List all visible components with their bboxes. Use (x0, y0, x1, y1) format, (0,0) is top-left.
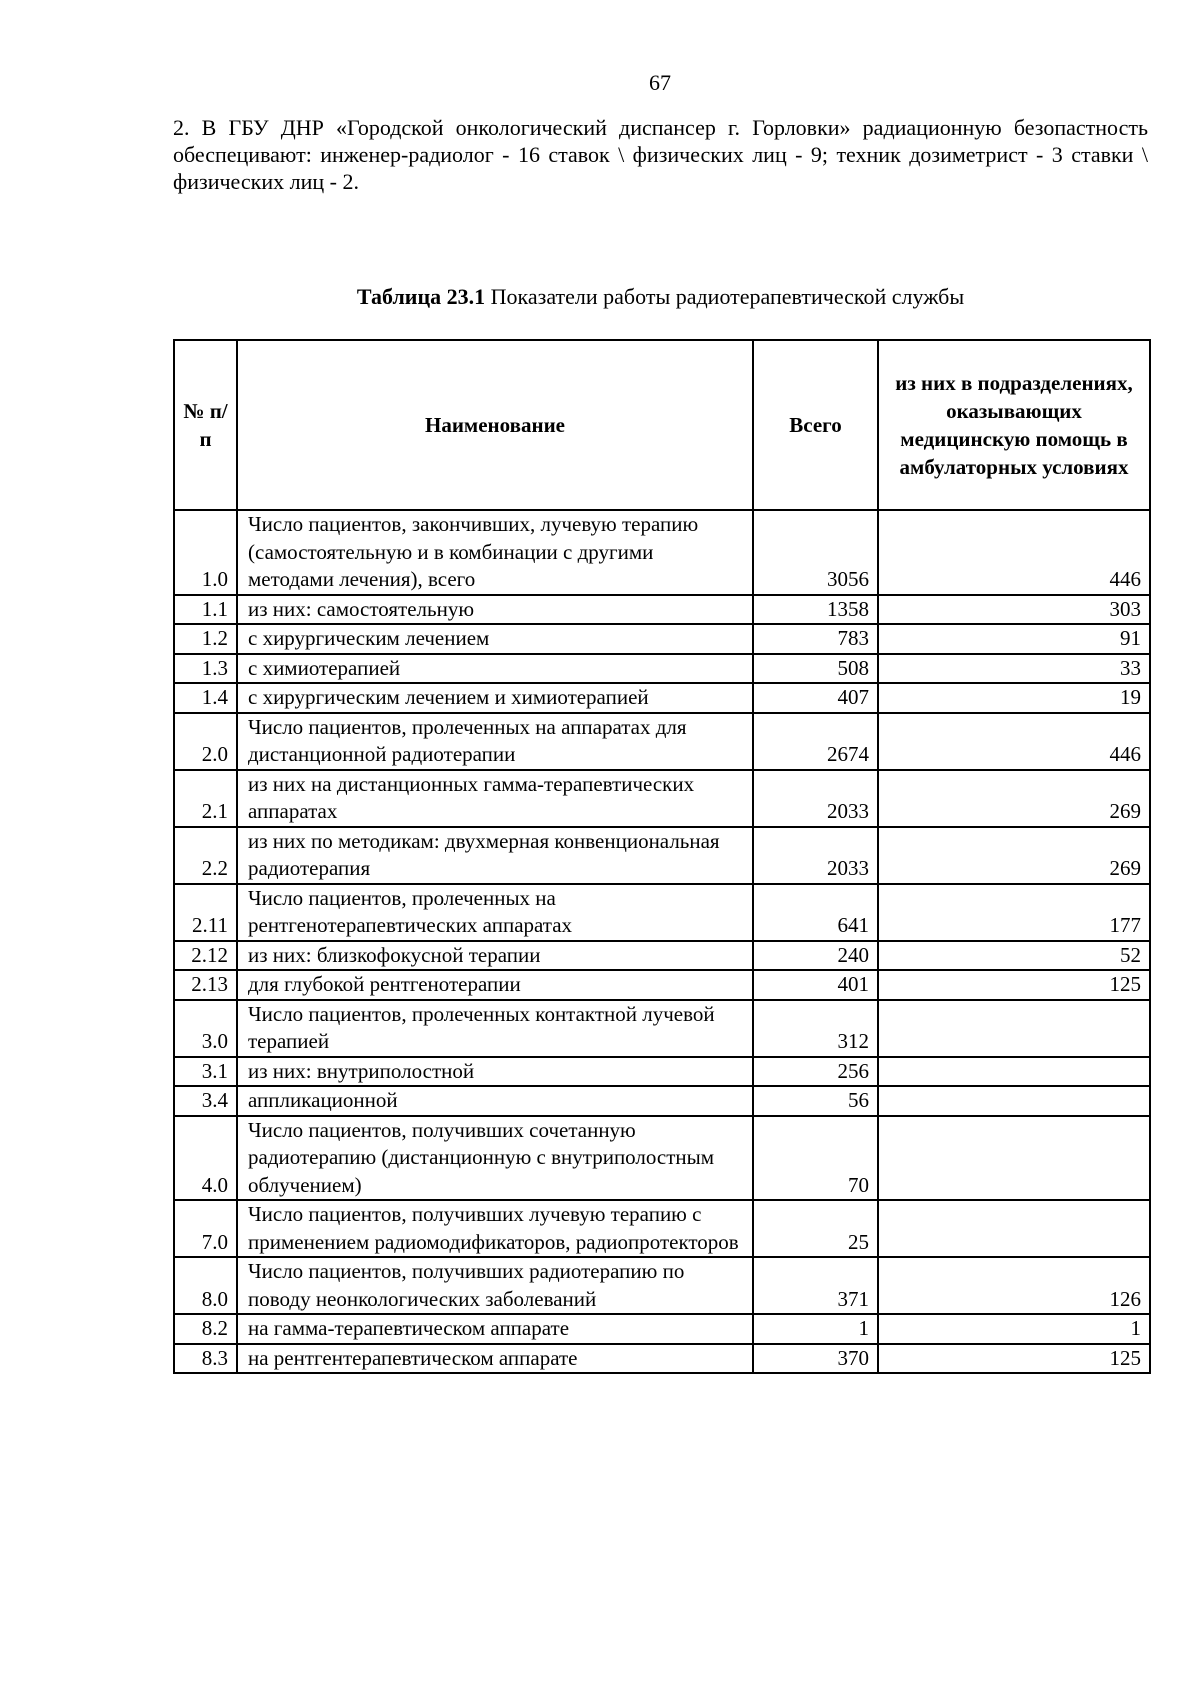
table-row (174, 1257, 1150, 1314)
table-row (174, 654, 1150, 684)
table-caption-title: Показатели работы радиотерапевтической службы (485, 284, 965, 309)
row-name-cell: на рентгентерапевтическом аппарате (237, 1344, 753, 1374)
table-row (174, 1057, 1150, 1087)
row-number-cell: 2.2 (174, 827, 237, 884)
row-total-cell: 56 (753, 1086, 878, 1116)
intro-text: 2. В ГБУ ДНР «Городской онкологический диспансер г. Горловки» радиационную безопастность обеспецивают: инженер-радиолог - 16 ставок \ физических лиц - 9; техник дозиметрист - 3 ставки \ физических лиц - 2. (173, 115, 1148, 194)
header-total: Всего (753, 340, 878, 510)
row-number-cell: 1.3 (174, 654, 237, 684)
row-number-cell: 8.3 (174, 1344, 237, 1374)
row-name-cell: аппликационной (237, 1086, 753, 1116)
row-number-cell: 1.2 (174, 624, 237, 654)
row-number-cell: 8.2 (174, 1314, 237, 1344)
row-number-cell: 3.4 (174, 1086, 237, 1116)
row-name-cell: Число пациентов, пролеченных контактной лучевой терапией (237, 1000, 753, 1057)
row-ambulatory-cell (878, 1057, 1150, 1087)
row-total-cell: 407 (753, 683, 878, 713)
page-number: 67 (649, 70, 671, 95)
row-total-cell: 401 (753, 970, 878, 1000)
row-number-cell: 1.4 (174, 683, 237, 713)
row-total-cell: 370 (753, 1344, 878, 1374)
row-ambulatory-cell: 446 (878, 510, 1150, 595)
row-total-cell: 1358 (753, 595, 878, 625)
table-row (174, 1314, 1150, 1344)
row-ambulatory-cell: 19 (878, 683, 1150, 713)
table-row (174, 713, 1150, 770)
row-number-cell: 7.0 (174, 1200, 237, 1257)
row-ambulatory-cell: 1 (878, 1314, 1150, 1344)
row-name-cell: на гамма-терапевтическом аппарате (237, 1314, 753, 1344)
row-ambulatory-cell: 126 (878, 1257, 1150, 1314)
row-ambulatory-cell: 303 (878, 595, 1150, 625)
row-number-cell: 2.11 (174, 884, 237, 941)
header-name: Наименование (237, 340, 753, 510)
row-name-cell: Число пациентов, пролеченных на аппаратах для дистанционной радиотерапии (237, 713, 753, 770)
row-name-cell: Число пациентов, закончивших, лучевую терапию (самостоятельную и в комбинации с другими методами лечения), всего (237, 510, 753, 595)
table-row (174, 1086, 1150, 1116)
row-total-cell: 256 (753, 1057, 878, 1087)
row-ambulatory-cell (878, 1000, 1150, 1057)
table-row (174, 941, 1150, 971)
row-total-cell: 641 (753, 884, 878, 941)
row-total-cell: 312 (753, 1000, 878, 1057)
radiotherapy-stats-table (173, 339, 1151, 1374)
row-total-cell: 508 (753, 654, 878, 684)
row-name-cell: с химиотерапией (237, 654, 753, 684)
table-row (174, 1000, 1150, 1057)
row-ambulatory-cell: 269 (878, 827, 1150, 884)
row-ambulatory-cell: 125 (878, 1344, 1150, 1374)
row-number-cell: 8.0 (174, 1257, 237, 1314)
row-number-cell: 3.1 (174, 1057, 237, 1087)
intro-paragraph (173, 114, 1148, 195)
header-ambulatory: из них в подразделениях, оказывающих медицинскую помощь в амбулаторных условиях (878, 340, 1150, 510)
row-name-cell: из них по методикам: двухмерная конвенциональная радиотерапия (237, 827, 753, 884)
table-row (174, 827, 1150, 884)
table-row (174, 770, 1150, 827)
row-number-cell: 2.0 (174, 713, 237, 770)
row-total-cell: 2033 (753, 827, 878, 884)
row-name-cell: из них: внутриполостной (237, 1057, 753, 1087)
row-ambulatory-cell: 33 (878, 654, 1150, 684)
row-total-cell: 70 (753, 1116, 878, 1201)
row-name-cell: с хирургическим лечением (237, 624, 753, 654)
row-number-cell: 3.0 (174, 1000, 237, 1057)
row-name-cell: из них: близкофокусной терапии (237, 941, 753, 971)
row-total-cell: 2674 (753, 713, 878, 770)
row-name-cell: Число пациентов, получивших радиотерапию по поводу неонкологических заболеваний (237, 1257, 753, 1314)
table-row (174, 624, 1150, 654)
row-ambulatory-cell: 91 (878, 624, 1150, 654)
row-number-cell: 2.13 (174, 970, 237, 1000)
row-name-cell: из них: самостоятельную (237, 595, 753, 625)
row-number-cell: 2.1 (174, 770, 237, 827)
row-name-cell: для глубокой рентгенотерапии (237, 970, 753, 1000)
row-total-cell: 240 (753, 941, 878, 971)
table-row (174, 1116, 1150, 1201)
row-number-cell: 2.12 (174, 941, 237, 971)
table-caption-number: Таблица 23.1 (356, 284, 486, 309)
row-ambulatory-cell (878, 1086, 1150, 1116)
table-row (174, 595, 1150, 625)
row-name-cell: с хирургическим лечением и химиотерапией (237, 683, 753, 713)
row-total-cell: 3056 (753, 510, 878, 595)
row-total-cell: 25 (753, 1200, 878, 1257)
table-body (174, 510, 1150, 1373)
row-name-cell: Число пациентов, пролеченных на рентгенотерапевтических аппаратах (237, 884, 753, 941)
row-total-cell: 2033 (753, 770, 878, 827)
row-ambulatory-cell: 269 (878, 770, 1150, 827)
table-header-row (174, 340, 1150, 510)
row-ambulatory-cell: 52 (878, 941, 1150, 971)
row-total-cell: 1 (753, 1314, 878, 1344)
table-row (174, 970, 1150, 1000)
table-row (174, 884, 1150, 941)
row-number-cell: 4.0 (174, 1116, 237, 1201)
row-total-cell: 371 (753, 1257, 878, 1314)
row-ambulatory-cell: 125 (878, 970, 1150, 1000)
row-ambulatory-cell: 177 (878, 884, 1150, 941)
row-name-cell: Число пациентов, получивших лучевую терапию с применением радиомодификаторов, радиопротекторов (237, 1200, 753, 1257)
row-ambulatory-cell (878, 1200, 1150, 1257)
table-row (174, 510, 1150, 595)
row-ambulatory-cell: 446 (878, 713, 1150, 770)
row-name-cell: из них на дистанционных гамма-терапевтических аппаратах (237, 770, 753, 827)
row-ambulatory-cell (878, 1116, 1150, 1201)
row-total-cell: 783 (753, 624, 878, 654)
table-row (174, 1200, 1150, 1257)
table-row (174, 683, 1150, 713)
row-name-cell: Число пациентов, получивших сочетанную радиотерапию (дистанционную с внутриполостным облучением) (237, 1116, 753, 1201)
row-number-cell: 1.0 (174, 510, 237, 595)
row-number-cell: 1.1 (174, 595, 237, 625)
table-row (174, 1344, 1150, 1374)
header-num: № п/п (174, 340, 237, 510)
table-caption (173, 284, 1148, 310)
